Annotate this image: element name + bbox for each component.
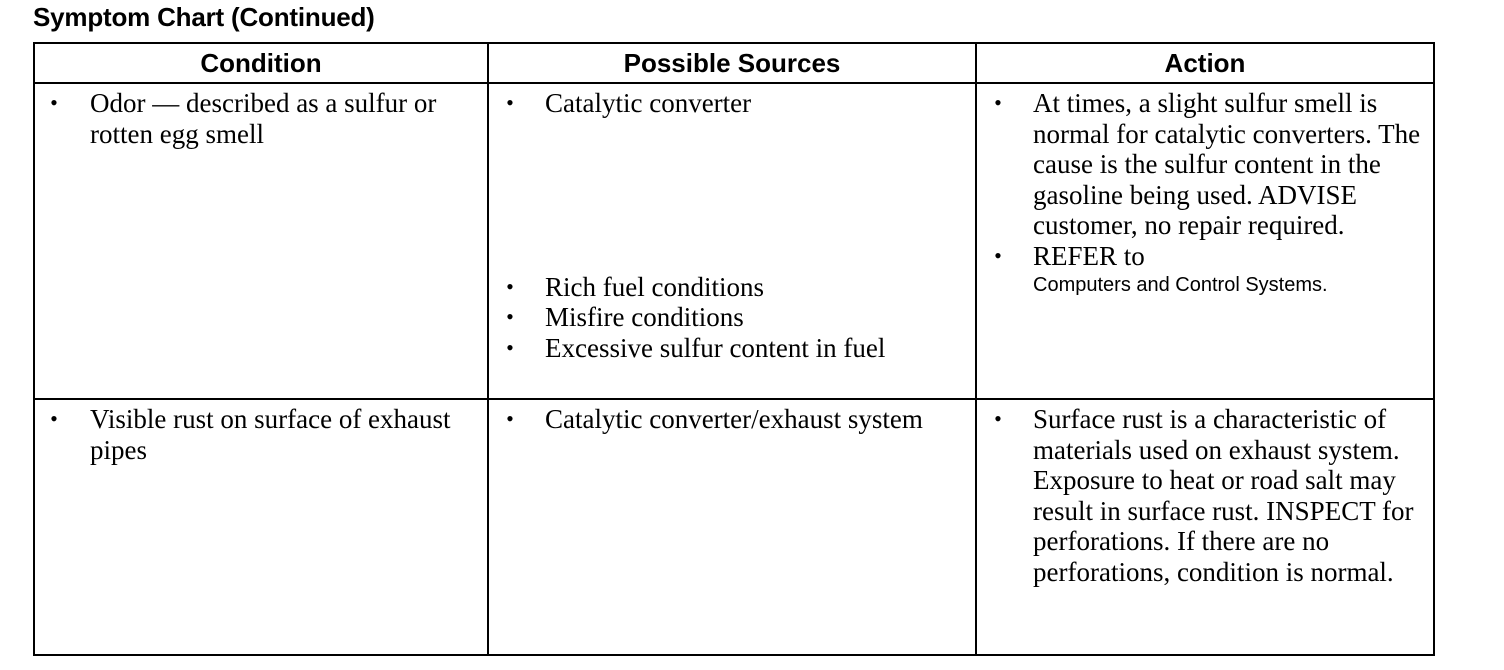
source-text: Catalytic converter/exhaust system (545, 404, 923, 434)
bullet-icon: • (506, 304, 514, 329)
action-text: REFER to (1033, 240, 1145, 271)
list-item (489, 333, 975, 364)
list-item (35, 404, 487, 465)
sources-list (489, 84, 975, 119)
source-text: Misfire conditions (545, 302, 744, 332)
table-row (34, 399, 1434, 655)
list-item (489, 88, 975, 119)
condition-list (35, 400, 487, 465)
table-row (34, 83, 1434, 399)
table-header-row (34, 43, 1434, 83)
list-item (35, 88, 487, 149)
source-text: Rich fuel conditions (545, 271, 764, 302)
list-item (977, 404, 1433, 587)
sources-list (489, 272, 975, 364)
page-title: Symptom Chart (Continued) (33, 2, 375, 32)
list-item (977, 241, 1433, 300)
sources-list (489, 400, 975, 435)
bullet-icon: • (994, 406, 1002, 431)
source-text: Excessive sulfur content in fuel (545, 332, 886, 363)
condition-list (35, 84, 487, 149)
bullet-icon: • (994, 242, 1002, 268)
spacer (489, 119, 975, 272)
bullet-icon: • (50, 406, 58, 431)
header-possible-sources: Possible Sources (488, 43, 976, 83)
action-text: At times, a slight sulfur smell is normal for catalytic converters. The cause is the sulfur content in the gasoline being used. ADVISE customer, no repair required. (1033, 88, 1421, 240)
header-condition: Condition (34, 43, 488, 83)
action-list (977, 84, 1433, 299)
action-cell (976, 399, 1434, 655)
bullet-icon: • (506, 334, 514, 360)
symptom-chart-table (33, 42, 1435, 656)
sources-cell (488, 83, 976, 399)
bullet-icon: • (506, 406, 514, 431)
reference-link[interactable]: Computers and Control Systems. (1033, 274, 1328, 296)
condition-cell (34, 83, 488, 399)
bullet-icon: • (994, 90, 1002, 115)
list-item (489, 404, 975, 435)
action-text: Surface rust is a characteristic of materials used on exhaust system. Exposure to heat or road salt may result in surface rust. INSPECT for perforations. If there are no perforations, condition is normal. (1033, 404, 1414, 587)
bullet-icon: • (506, 273, 514, 299)
list-item (977, 88, 1433, 241)
header-action: Action (976, 43, 1434, 83)
action-cell (976, 83, 1434, 399)
condition-text: Visible rust on surface of exhaust pipes (90, 404, 451, 465)
list-item (489, 302, 975, 333)
sources-cell (488, 399, 976, 655)
condition-text: Odor — described as a sulfur or rotten egg smell (90, 88, 437, 149)
bullet-icon: • (506, 90, 514, 115)
action-list (977, 400, 1433, 587)
bullet-icon: • (50, 90, 58, 115)
list-item (489, 272, 975, 303)
source-text: Catalytic converter (545, 88, 752, 118)
condition-cell (34, 399, 488, 655)
